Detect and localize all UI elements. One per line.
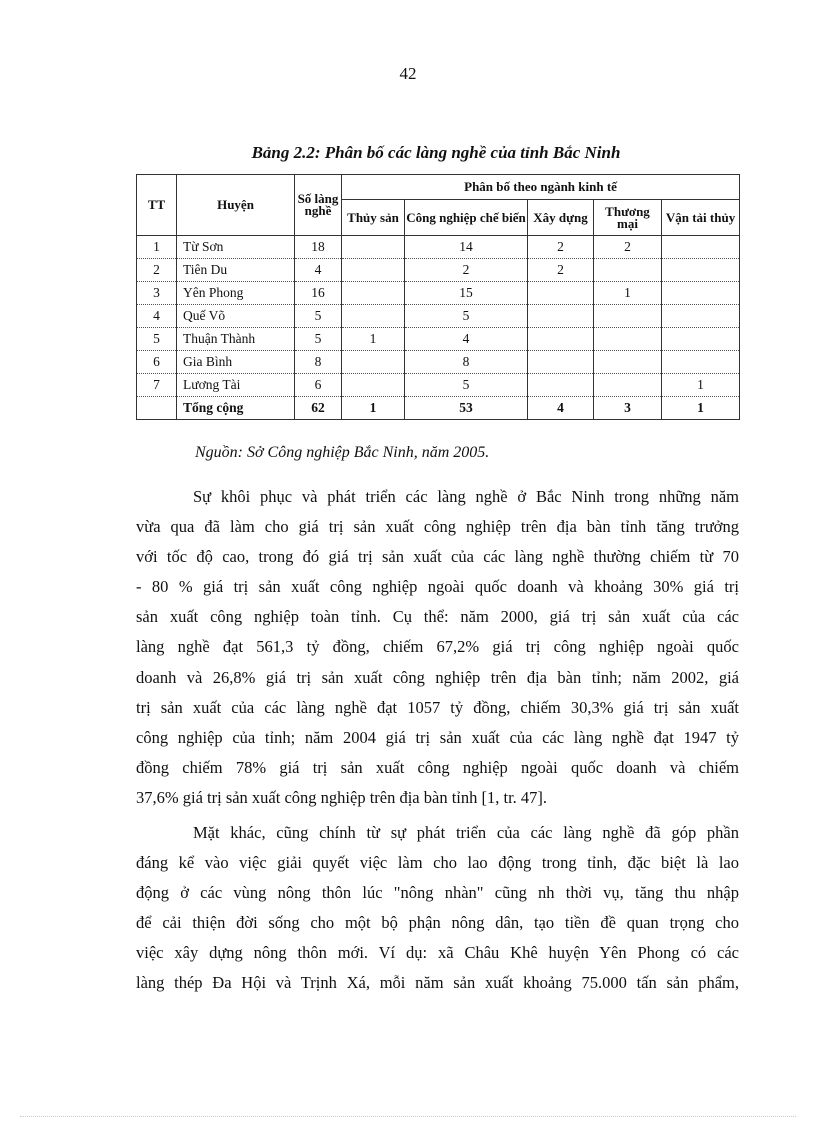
cell-huyen: Tiên Du — [177, 259, 295, 282]
cell-thuong-mai — [594, 374, 662, 397]
cell-huyen: Gia Bình — [177, 351, 295, 374]
cell-huyen: Quế Võ — [177, 305, 295, 328]
cell-thuy-san: 1 — [342, 328, 405, 351]
header-xay-dung: Xây dựng — [528, 200, 594, 236]
cell-thuy-san — [342, 351, 405, 374]
page-number: 42 — [399, 64, 417, 83]
cell-xay-dung — [528, 328, 594, 351]
cell-xay-dung — [528, 374, 594, 397]
paragraph-line: 37,6% giá trị sản xuất công nghiệp trên địa bàn tỉnh [1, tr. 47]. — [136, 787, 548, 807]
cell-so: 6 — [295, 374, 342, 397]
table-row — [137, 374, 740, 397]
cell-thuong-mai — [594, 328, 662, 351]
header-so-lang-nghe: Số làng nghề — [295, 175, 342, 236]
cell-tt: 1 — [137, 236, 177, 259]
cell-xay-dung: 2 — [528, 236, 594, 259]
paragraph-line: với tốc độ cao, trong đó giá trị sản xuất của các làng nghề thường chiếm từ 70 — [136, 547, 739, 567]
cell-van-tai — [662, 282, 740, 305]
cell-thuong-mai: 2 — [594, 236, 662, 259]
paragraph-line: đáng kể vào việc giải quyết việc làm cho lao động trong tỉnh, đặc biệt là lao — [136, 853, 739, 873]
total-van-tai: 1 — [662, 397, 740, 420]
total-label: Tổng cộng — [177, 397, 295, 420]
cell-tt: 3 — [137, 282, 177, 305]
paragraph-2 — [136, 818, 739, 999]
paragraph-line: việc xây dựng nông thôn mới. Ví dụ: xã Châu Khê huyện Yên Phong có các — [136, 943, 739, 963]
table-total-row — [137, 397, 740, 420]
cell-cong-nghiep: 5 — [405, 374, 528, 397]
total-so: 62 — [295, 397, 342, 420]
header-van-tai: Vận tải thủy — [662, 200, 740, 236]
header-thuong-mai: Thương mại — [594, 200, 662, 236]
paragraph-1 — [136, 482, 739, 813]
paragraph-line: để cải thiện đời sống cho một bộ phận nông dân, tạo tiền đề quan trọng cho — [136, 913, 739, 933]
cell-thuy-san — [342, 236, 405, 259]
paragraph-line: - 80 % giá trị sản xuất công nghiệp ngoài quốc doanh và khoảng 30% giá trị — [136, 577, 739, 597]
cell-cong-nghiep: 5 — [405, 305, 528, 328]
cell-so: 5 — [295, 305, 342, 328]
cell-van-tai — [662, 259, 740, 282]
paragraph-line: làng thép Đa Hội và Trịnh Xá, mỗi năm sản xuất khoảng 75.000 tấn sản phẩm, — [136, 973, 739, 993]
header-thuy-san: Thủy sản — [342, 200, 405, 236]
page-footer-divider — [20, 1116, 796, 1117]
paragraph-line: doanh và 26,8% giá trị sản xuất công nghiệp trên địa bàn tỉnh; năm 2002, giá — [136, 667, 739, 687]
cell-thuong-mai — [594, 351, 662, 374]
table-row — [137, 328, 740, 351]
cell-cong-nghiep: 15 — [405, 282, 528, 305]
paragraph-line: động ở các vùng nông thôn lúc "nông nhàn" cũng nh thời vụ, tăng thu nhập — [136, 883, 739, 903]
cell-so: 5 — [295, 328, 342, 351]
cell-tt: 6 — [137, 351, 177, 374]
cell-thuy-san — [342, 282, 405, 305]
paragraph-line: Mặt khác, cũng chính từ sự phát triển của các làng nghề đã góp phần — [193, 823, 739, 842]
cell-van-tai — [662, 305, 740, 328]
paragraph-line: đồng chiếm 78% giá trị sản xuất công nghiệp ngoài quốc doanh và chiếm — [136, 757, 739, 777]
cell-huyen: Thuận Thành — [177, 328, 295, 351]
cell-cong-nghiep: 4 — [405, 328, 528, 351]
total-xay-dung: 4 — [528, 397, 594, 420]
total-thuy-san: 1 — [342, 397, 405, 420]
cell-xay-dung — [528, 282, 594, 305]
cell-cong-nghiep: 2 — [405, 259, 528, 282]
header-cong-nghiep: Công nghiệp chế biến — [405, 200, 528, 236]
header-tt: TT — [137, 175, 177, 236]
paragraph-line: làng nghề đạt 561,3 tỷ đồng, chiếm 67,2% giá trị công nghiệp ngoài quốc — [136, 637, 739, 657]
cell-so: 4 — [295, 259, 342, 282]
cell-van-tai — [662, 351, 740, 374]
cell-tt: 7 — [137, 374, 177, 397]
cell-huyen: Lương Tài — [177, 374, 295, 397]
cell-tt: 5 — [137, 328, 177, 351]
cell-so: 18 — [295, 236, 342, 259]
cell-thuong-mai — [594, 259, 662, 282]
header-phan-bo: Phân bố theo ngành kinh tế — [342, 175, 740, 200]
table-row — [137, 236, 740, 259]
paragraph-line: Sự khôi phục và phát triển các làng nghề ở Bắc Ninh trong những năm — [193, 487, 739, 506]
header-huyen: Huyện — [177, 175, 295, 236]
cell-xay-dung — [528, 305, 594, 328]
table-source-note: Nguồn: Sở Công nghiệp Bắc Ninh, năm 2005. — [195, 444, 490, 461]
cell-thuy-san — [342, 259, 405, 282]
cell-van-tai: 1 — [662, 374, 740, 397]
cell-thuong-mai — [594, 305, 662, 328]
cell-van-tai — [662, 328, 740, 351]
cell-xay-dung: 2 — [528, 259, 594, 282]
cell-tt: 4 — [137, 305, 177, 328]
table-row — [137, 351, 740, 374]
cell-van-tai — [662, 236, 740, 259]
table-row — [137, 259, 740, 282]
table-row — [137, 305, 740, 328]
table-title: Bảng 2.2: Phân bố các làng nghề của tỉnh Bắc Ninh — [251, 143, 621, 162]
total-cong-nghiep: 53 — [405, 397, 528, 420]
cell-so: 16 — [295, 282, 342, 305]
cell-huyen: Từ Sơn — [177, 236, 295, 259]
paragraph-line: công nghiệp của tỉnh; năm 2004 giá trị sản xuất của các làng nghề đạt 1947 tỷ — [136, 727, 739, 747]
table-row — [137, 282, 740, 305]
cell-thuy-san — [342, 305, 405, 328]
paragraph-line: trị sản xuất của các làng nghề đạt 1057 tỷ đồng, chiếm 30,3% giá trị sản xuất — [136, 697, 739, 717]
cell-cong-nghiep: 14 — [405, 236, 528, 259]
paragraph-line: vừa qua đã làm cho giá trị sản xuất công nghiệp trên địa bàn tỉnh tăng trưởng — [136, 517, 739, 537]
craft-village-table — [136, 174, 740, 420]
total-thuong-mai: 3 — [594, 397, 662, 420]
paragraph-line: sản xuất công nghiệp toàn tỉnh. Cụ thể: năm 2000, giá trị sản xuất của các — [136, 607, 739, 627]
cell-so: 8 — [295, 351, 342, 374]
total-tt — [137, 397, 177, 420]
cell-cong-nghiep: 8 — [405, 351, 528, 374]
cell-huyen: Yên Phong — [177, 282, 295, 305]
cell-thuy-san — [342, 374, 405, 397]
cell-thuong-mai: 1 — [594, 282, 662, 305]
cell-xay-dung — [528, 351, 594, 374]
cell-tt: 2 — [137, 259, 177, 282]
